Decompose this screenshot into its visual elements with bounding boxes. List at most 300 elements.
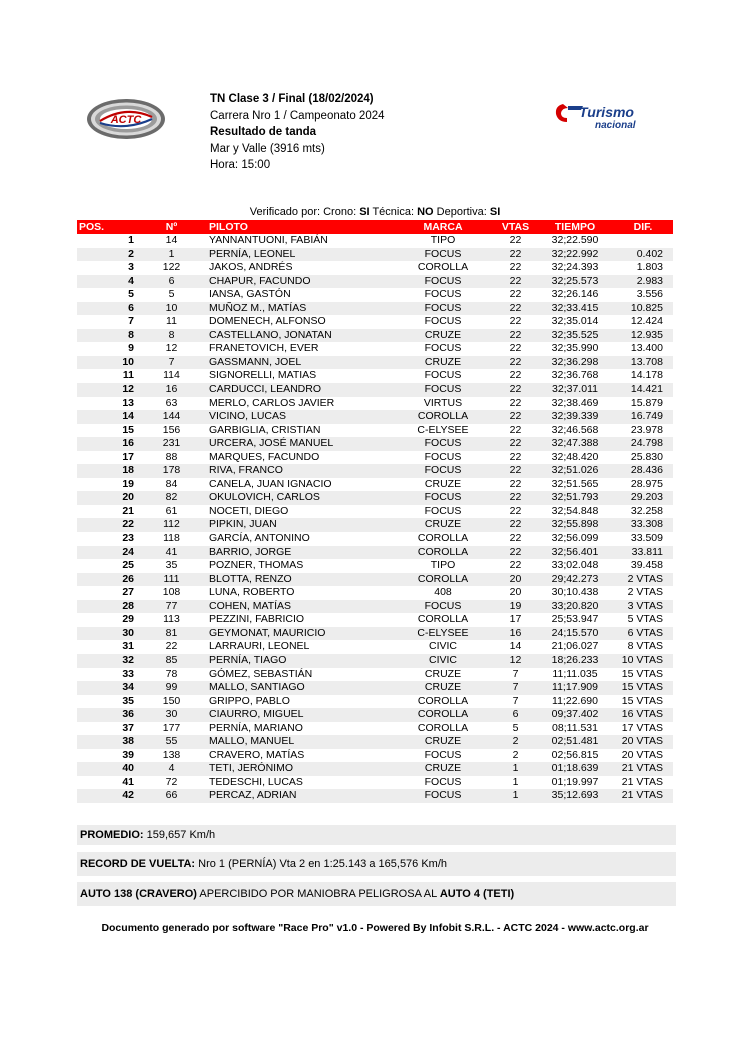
cell-tiempo: 01;18.639 [551, 762, 599, 775]
cell-dif: 14.178 [630, 369, 663, 382]
cell-dif: 23.978 [630, 423, 663, 436]
table-row [77, 424, 673, 438]
cell-dif: 5 VTAS [627, 613, 663, 626]
cell-num: 82 [165, 491, 178, 504]
circuit-info: Mar y Valle (3916 mts) [210, 142, 325, 155]
cell-dif: 12.424 [630, 315, 663, 328]
cell-piloto: NOCETI, DIEGO [209, 504, 289, 517]
cell-pos: 31 [122, 640, 134, 653]
col-header-num: Nº [138, 220, 205, 234]
cell-piloto: PEZZINI, FABRICIO [209, 613, 305, 626]
cell-num: 22 [165, 640, 178, 653]
cell-piloto: URCERA, JOSÉ MANUEL [209, 437, 334, 450]
cell-vtas: 12 [509, 653, 522, 666]
cell-tiempo: 21;06.027 [551, 640, 599, 653]
cell-marca: FOCUS [424, 315, 462, 328]
cell-dif: 20 VTAS [621, 748, 663, 761]
cell-tiempo: 11;22.690 [552, 694, 598, 707]
cell-vtas: 22 [509, 450, 522, 463]
cell-pos: 23 [122, 532, 134, 545]
result-subtitle: Resultado de tanda [210, 126, 317, 138]
sancion-car: AUTO 138 (CRAVERO) [80, 888, 197, 900]
cell-marca: CIVIC [428, 653, 457, 666]
cell-dif: 28.975 [630, 477, 663, 490]
cell-dif: 29.203 [630, 491, 663, 504]
cell-tiempo: 30;10.438 [551, 586, 599, 599]
cell-dif: 24.798 [630, 437, 663, 450]
cell-dif: 3 VTAS [627, 599, 663, 612]
cell-marca: FOCUS [424, 274, 462, 287]
table-row [77, 749, 673, 763]
cell-pos: 12 [122, 383, 134, 396]
cell-piloto: OKULOVICH, CARLOS [209, 491, 320, 504]
cell-num: 138 [162, 748, 181, 761]
cell-dif: 2 VTAS [627, 586, 663, 599]
cell-piloto: MUÑOZ M., MATÍAS [209, 301, 307, 314]
table-row [77, 776, 673, 790]
cell-pos: 24 [122, 545, 134, 558]
cell-marca: FOCUS [424, 775, 462, 788]
cell-vtas: 22 [509, 315, 522, 328]
cell-marca: COROLLA [417, 613, 469, 626]
cell-tiempo: 29;42.273 [551, 572, 599, 585]
cell-pos: 7 [128, 315, 134, 328]
table-row [77, 342, 673, 356]
cell-tiempo: 32;25.573 [551, 274, 599, 287]
cell-dif: 0.402 [636, 247, 663, 260]
cell-piloto: CASTELLANO, JONATAN [209, 328, 332, 341]
cell-marca: CRUZE [424, 667, 462, 680]
cell-dif: 15 VTAS [621, 667, 663, 680]
cell-pos: 32 [122, 653, 134, 666]
cell-dif: 21 VTAS [621, 762, 663, 775]
table-row [77, 261, 673, 275]
cell-piloto: FRANETOVICH, EVER [209, 342, 319, 355]
table-row [77, 789, 673, 803]
sancion-text: APERCIBIDO POR MANIOBRA PELIGROSA AL [199, 888, 437, 900]
cell-piloto: LARRAURI, LEONEL [209, 640, 310, 653]
cell-tiempo: 32;56.401 [551, 545, 599, 558]
cell-vtas: 1 [512, 762, 519, 775]
cell-piloto: CIAURRO, MIGUEL [209, 708, 304, 721]
cell-vtas: 22 [509, 477, 522, 490]
cell-pos: 13 [122, 396, 134, 409]
cell-pos: 34 [122, 681, 134, 694]
cell-vtas: 22 [509, 288, 522, 301]
record-box [77, 852, 676, 876]
cell-dif: 15 VTAS [621, 694, 663, 707]
cell-tiempo: 32;39.339 [551, 410, 599, 423]
cell-marca: COROLLA [417, 261, 469, 274]
cell-num: 12 [165, 342, 178, 355]
cell-vtas: 16 [509, 626, 522, 639]
cell-vtas: 22 [509, 369, 522, 382]
cell-pos: 8 [128, 328, 134, 341]
cell-num: 177 [162, 721, 181, 734]
cell-pos: 10 [122, 355, 134, 368]
cell-tiempo: 32;36.768 [551, 369, 599, 382]
cell-tiempo: 32;46.568 [551, 423, 599, 436]
cell-piloto: BLOTTA, RENZO [209, 572, 292, 585]
record-value: Nro 1 (PERNÍA) Vta 2 en 1:25.143 a 165,576 Km/h [198, 858, 448, 870]
cell-num: 78 [165, 667, 178, 680]
cell-tiempo: 32;48.420 [551, 450, 599, 463]
table-row [77, 600, 673, 614]
cell-vtas: 20 [509, 586, 522, 599]
cell-marca: FOCUS [424, 599, 462, 612]
cell-piloto: MERLO, CARLOS JAVIER [209, 396, 335, 409]
cell-vtas: 7 [512, 681, 519, 694]
cell-tiempo: 02;56.815 [551, 748, 599, 761]
table-row [77, 586, 673, 600]
table-row [77, 275, 673, 289]
cell-piloto: PERNÍA, LEONEL [209, 247, 296, 260]
cell-num: 113 [163, 613, 180, 626]
cell-num: 77 [165, 599, 178, 612]
cell-tiempo: 32;38.469 [551, 396, 599, 409]
cell-num: 61 [165, 504, 178, 517]
col-header-tiempo: TIEMPO [537, 220, 613, 234]
cell-dif: 15.879 [630, 396, 663, 409]
table-row [77, 369, 673, 383]
cell-dif: 13.400 [630, 342, 663, 355]
cell-piloto: GASSMANN, JOEL [209, 355, 302, 368]
sancion-target: AUTO 4 (TETI) [439, 888, 515, 900]
cell-piloto: MALLO, SANTIAGO [209, 681, 305, 694]
cell-marca: FOCUS [424, 491, 462, 504]
col-header-marca: MARCA [392, 220, 494, 234]
cell-piloto: PIPKIN, JUAN [209, 518, 277, 531]
cell-marca: VIRTUS [423, 396, 463, 409]
cell-num: 84 [165, 477, 178, 490]
cell-tiempo: 02;51.481 [551, 735, 599, 748]
table-row [77, 735, 673, 749]
cell-dif: 17 VTAS [621, 721, 663, 734]
cell-marca: FOCUS [424, 504, 462, 517]
cell-num: 99 [165, 681, 178, 694]
verification-prefix: Verificado por: Crono: [249, 206, 357, 218]
tecnica-status: NO [417, 206, 434, 218]
cell-pos: 30 [122, 626, 134, 639]
cell-marca: TIPO [430, 234, 456, 246]
cell-tiempo: 32;51.565 [551, 477, 599, 490]
cell-pos: 22 [122, 518, 134, 531]
table-row [77, 437, 673, 451]
cell-marca: 408 [434, 586, 452, 599]
cell-tiempo: 32;33.415 [551, 301, 599, 314]
cell-vtas: 7 [512, 694, 519, 707]
table-row [77, 383, 673, 397]
table-row [77, 613, 673, 627]
cell-marca: COROLLA [417, 532, 469, 545]
cell-num: 16 [165, 383, 178, 396]
cell-pos: 15 [122, 423, 134, 436]
cell-marca: COROLLA [417, 410, 469, 423]
table-row [77, 640, 673, 654]
cell-marca: CRUZE [424, 762, 462, 775]
cell-dif: 33.308 [630, 518, 663, 531]
document-footer: Documento generado por software "Race Pro" v1.0 - Powered By Infobit S.R.L. - ACTC 2024 - www.actc.org.ar [101, 922, 649, 934]
cell-pos: 28 [122, 599, 134, 612]
cell-dif: 15 VTAS [621, 681, 663, 694]
cell-num: 112 [163, 518, 180, 531]
cell-num: 1 [168, 247, 175, 260]
cell-piloto: MALLO, MANUEL [209, 735, 295, 748]
event-header [210, 91, 385, 174]
crono-status: SI [359, 206, 370, 218]
cell-dif: 16.749 [630, 410, 663, 423]
cell-tiempo: 09;37.402 [551, 708, 599, 721]
cell-num: 41 [165, 545, 178, 558]
cell-marca: CRUZE [424, 518, 462, 531]
cell-num: 150 [162, 694, 181, 707]
cell-marca: C-ELYSEE [417, 423, 469, 436]
cell-pos: 11 [122, 369, 134, 382]
cell-marca: COROLLA [417, 694, 469, 707]
cell-num: 111 [163, 572, 180, 585]
table-header-row [77, 220, 673, 234]
col-header-dif: DIF. [613, 220, 673, 234]
cell-tiempo: 32;22.992 [551, 247, 599, 260]
table-row [77, 695, 673, 709]
race-info: Carrera Nro 1 / Campeonato 2024 [210, 109, 385, 122]
cell-tiempo: 32;55.898 [551, 518, 599, 531]
cell-tiempo: 32;26.146 [551, 288, 599, 301]
table-row [77, 356, 673, 370]
cell-num: 5 [168, 288, 175, 301]
cell-pos: 42 [122, 789, 134, 802]
cell-marca: FOCUS [424, 288, 462, 301]
cell-tiempo: 18;26.233 [551, 653, 599, 666]
cell-dif: 10.825 [630, 301, 663, 314]
table-row [77, 532, 673, 546]
cell-vtas: 22 [509, 261, 522, 274]
table-row [77, 546, 673, 560]
cell-marca: CRUZE [424, 328, 462, 341]
cell-piloto: CANELA, JUAN IGNACIO [209, 477, 332, 490]
cell-pos: 16 [122, 437, 134, 450]
cell-vtas: 22 [509, 410, 522, 423]
cell-num: 63 [165, 396, 178, 409]
cell-marca: FOCUS [424, 369, 462, 382]
cell-num: 144 [162, 410, 181, 423]
cell-tiempo: 32;36.298 [551, 355, 599, 368]
cell-dif: 10 VTAS [621, 653, 663, 666]
cell-pos: 4 [128, 274, 134, 287]
cell-dif: 33.811 [631, 545, 663, 558]
cell-marca: CRUZE [424, 355, 462, 368]
table-row [77, 708, 673, 722]
svg-text:ACTC: ACTC [110, 114, 142, 126]
table-row [77, 478, 673, 492]
cell-vtas: 22 [509, 301, 522, 314]
cell-piloto: SIGNORELLI, MATIAS [209, 369, 317, 382]
cell-vtas: 22 [509, 559, 522, 572]
cell-vtas: 17 [509, 613, 522, 626]
cell-num: 108 [162, 586, 181, 599]
cell-piloto: JAKOS, ANDRÉS [209, 261, 293, 274]
cell-dif: 39.458 [630, 559, 663, 572]
table-row [77, 397, 673, 411]
cell-dif: 28.436 [630, 464, 663, 477]
cell-pos: 1 [128, 234, 134, 246]
table-row [77, 668, 673, 682]
cell-num: 11 [166, 315, 177, 328]
table-row [77, 681, 673, 695]
table-row [77, 573, 673, 587]
cell-pos: 35 [122, 694, 134, 707]
cell-marca: FOCUS [424, 437, 462, 450]
table-row [77, 762, 673, 776]
cell-pos: 41 [122, 775, 134, 788]
cell-marca: FOCUS [424, 247, 462, 260]
cell-tiempo: 32;35.525 [551, 328, 599, 341]
cell-vtas: 19 [509, 599, 522, 612]
cell-piloto: RIVA, FRANCO [209, 464, 283, 477]
table-row [77, 627, 673, 641]
table-row [77, 329, 673, 343]
table-row [77, 491, 673, 505]
cell-dif: 20 VTAS [621, 735, 663, 748]
cell-vtas: 22 [509, 423, 522, 436]
cell-piloto: GARBIGLIA, CRISTIAN [209, 423, 321, 436]
cell-num: 8 [168, 328, 175, 341]
cell-marca: C-ELYSEE [417, 626, 469, 639]
event-title: TN Clase 3 / Final (18/02/2024) [210, 93, 374, 105]
col-header-pos: POS. [77, 220, 138, 234]
cell-pos: 3 [128, 261, 134, 274]
cell-marca: COROLLA [417, 721, 469, 734]
cell-vtas: 2 [512, 748, 519, 761]
cell-num: 122 [162, 261, 181, 274]
cell-num: 118 [163, 532, 180, 545]
cell-piloto: PERCAZ, ADRIAN [209, 789, 297, 802]
cell-pos: 38 [122, 735, 134, 748]
cell-dif: 25.830 [630, 450, 663, 463]
cell-marca: FOCUS [424, 301, 462, 314]
cell-pos: 5 [128, 288, 134, 301]
table-row [77, 234, 673, 248]
cell-dif: 33.509 [630, 532, 663, 545]
cell-dif: 13.708 [630, 355, 663, 368]
tecnica-label: Técnica: [372, 206, 415, 218]
cell-pos: 40 [122, 762, 134, 775]
cell-tiempo: 32;35.014 [551, 315, 599, 328]
cell-tiempo: 24;15.570 [551, 626, 599, 639]
cell-vtas: 22 [509, 532, 522, 545]
cell-num: 10 [165, 301, 178, 314]
cell-vtas: 22 [509, 328, 522, 341]
cell-vtas: 22 [509, 518, 522, 531]
cell-piloto: PERNÍA, MARIANO [209, 721, 303, 734]
cell-tiempo: 25;53.947 [551, 613, 599, 626]
cell-pos: 18 [122, 464, 134, 477]
cell-vtas: 22 [509, 247, 522, 260]
cell-dif: 2 VTAS [627, 572, 663, 585]
deportiva-label: Deportiva: [436, 206, 487, 218]
cell-vtas: 22 [509, 396, 522, 409]
verification-line [0, 206, 750, 218]
cell-pos: 26 [122, 572, 134, 585]
cell-marca: CIVIC [428, 640, 457, 653]
cell-marca: CRUZE [424, 681, 462, 694]
start-time: Hora: 15:00 [210, 159, 271, 171]
cell-vtas: 22 [509, 504, 522, 517]
cell-piloto: CARDUCCI, LEANDRO [209, 383, 322, 396]
cell-dif [613, 234, 673, 248]
table-row [77, 518, 673, 532]
cell-pos: 2 [128, 247, 134, 260]
table-row [77, 288, 673, 302]
cell-dif: 16 VTAS [621, 708, 663, 721]
cell-piloto: TEDESCHI, LUCAS [209, 775, 303, 788]
cell-marca: CRUZE [424, 477, 462, 490]
cell-tiempo: 32;24.393 [551, 261, 599, 274]
cell-pos: 20 [122, 491, 134, 504]
cell-marca: FOCUS [424, 464, 462, 477]
turismo-nacional-logo [553, 100, 658, 132]
table-row [77, 451, 673, 465]
cell-pos: 19 [122, 477, 134, 490]
cell-num: 55 [165, 735, 178, 748]
cell-piloto: COHEN, MATÍAS [209, 599, 292, 612]
cell-piloto: MARQUES, FACUNDO [209, 450, 320, 463]
cell-pos: 37 [122, 721, 134, 734]
svg-text:nacional: nacional [595, 120, 636, 131]
cell-piloto: CHAPUR, FACUNDO [209, 274, 311, 287]
cell-vtas: 6 [512, 708, 519, 721]
cell-piloto: VICINO, LUCAS [209, 410, 287, 423]
cell-dif: 21 VTAS [621, 789, 663, 802]
promedio-value: 159,657 Km/h [146, 829, 216, 841]
cell-piloto: DOMENECH, ALFONSO [209, 315, 326, 328]
cell-tiempo: 11;17.909 [552, 681, 598, 694]
cell-dif: 21 VTAS [621, 775, 663, 788]
cell-tiempo: 33;20.820 [551, 599, 599, 612]
cell-num: 6 [168, 274, 175, 287]
table-row [77, 315, 673, 329]
table-row [77, 505, 673, 519]
cell-vtas: 22 [509, 545, 522, 558]
cell-tiempo: 32;47.388 [551, 437, 599, 450]
cell-marca: FOCUS [424, 748, 462, 761]
cell-vtas: 22 [509, 355, 522, 368]
cell-marca: COROLLA [417, 572, 469, 585]
cell-tiempo: 32;54.848 [551, 504, 599, 517]
cell-pos: 21 [122, 504, 134, 517]
table-row [77, 248, 673, 262]
cell-vtas: 22 [509, 437, 522, 450]
cell-tiempo: 32;22.590 [551, 234, 599, 246]
cell-vtas: 22 [509, 491, 522, 504]
cell-dif: 12.935 [630, 328, 663, 341]
cell-vtas: 20 [509, 572, 522, 585]
cell-pos: 14 [122, 410, 134, 423]
cell-dif: 32.258 [630, 504, 663, 517]
cell-tiempo: 33;02.048 [551, 559, 599, 572]
cell-piloto: LUNA, ROBERTO [209, 586, 295, 599]
cell-tiempo: 32;37.011 [552, 383, 598, 396]
cell-piloto: POZNER, THOMAS [209, 559, 304, 572]
cell-vtas: 22 [509, 383, 522, 396]
cell-piloto: YANNANTUONI, FABIÁN [209, 234, 328, 246]
cell-num: 231 [162, 437, 181, 450]
cell-num: 30 [165, 708, 178, 721]
promedio-box [77, 825, 676, 845]
cell-num: 156 [162, 423, 181, 436]
cell-pos: 25 [122, 559, 134, 572]
cell-num: 35 [165, 559, 178, 572]
